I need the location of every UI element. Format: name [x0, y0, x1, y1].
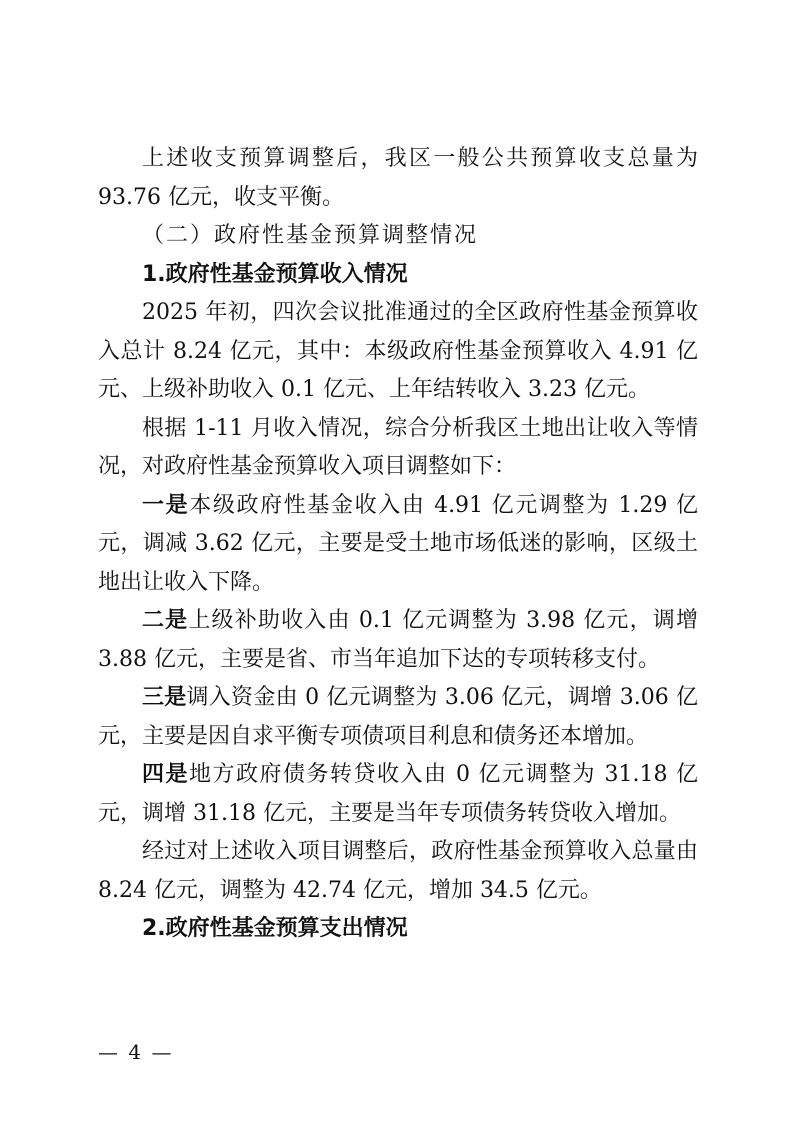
list-item-2 [98, 602, 698, 679]
list-item-1 [98, 487, 698, 603]
document-body [98, 140, 698, 949]
list-item-3 [98, 679, 698, 756]
page-number: — 4 — [98, 1040, 174, 1064]
item-lead: 四是 [142, 762, 190, 787]
paragraph-initial-budget: 2025 年初，四次会议批准通过的全区政府性基金预算收入总计 8.24 亿元，其中：本级政府性基金预算收入 4.91 亿元、上级补助收入 0.1 亿元、上年结转收入 3.23 亿元。 [98, 300, 698, 402]
paragraph-adjustment-basis: 根据 1-11 月收入情况，综合分析我区土地出让收入等情况，对政府性基金预算收入项目调整如下： [98, 415, 698, 479]
subsection-heading-revenue: 1.政府性基金预算收入情况 [142, 261, 408, 287]
item-lead: 一是 [142, 492, 190, 518]
paragraph-budget-total: 上述收支预算调整后，我区一般公共预算收支总量为 93.76 亿元，收支平衡。 [98, 146, 698, 210]
item-text: 本级政府性基金收入由 4.91 亿元调整为 1.29 亿元，调减 3.62 亿元，主要是受土地市场低迷的影响，区级土地出让收入下降。 [98, 492, 698, 595]
item-lead: 二是 [142, 608, 189, 633]
item-text: 调入资金由 0 亿元调整为 3.06 亿元，调增 3.06 亿元，主要是因自求平衡专项债项目利息和债务还本增加。 [98, 685, 698, 749]
subsection-heading-expenditure: 2.政府性基金预算支出情况 [142, 916, 408, 941]
item-lead: 三是 [142, 685, 187, 710]
item-text: 上级补助收入由 0.1 亿元调整为 3.98 亿元，调增 3.88 亿元，主要是省、市当年追加下达的专项转移支付。 [98, 608, 698, 672]
list-item-4 [98, 756, 698, 833]
paragraph-adjusted-total: 经过对上述收入项目调整后，政府性基金预算收入总量由 8.24 亿元，调整为 42.74 亿元，增加 34.5 亿元。 [98, 839, 698, 903]
section-heading: （二）政府性基金预算调整情况 [142, 223, 479, 248]
item-text: 地方政府债务转贷收入由 0 亿元调整为 31.18 亿元，调增 31.18 亿元，主要是当年专项债务转贷收入增加。 [98, 762, 698, 826]
